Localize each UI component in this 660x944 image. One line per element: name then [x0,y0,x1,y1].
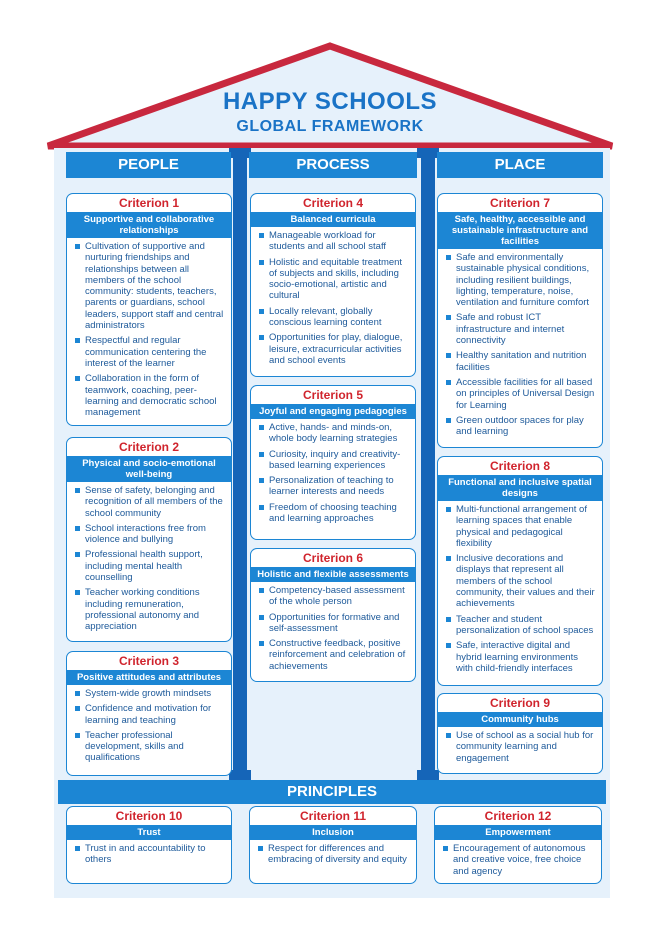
criterion-heading: Joyful and engaging pedagogies [251,404,415,419]
criterion-list [67,238,231,424]
list-item: Sense of safety, belonging and recognition of all members of the school community [75,485,225,519]
list-item: Opportunities for play, dialogue, leisure, extracurricular activities and school events [259,332,409,366]
criterion-title: Criterion 10 [115,809,183,823]
list-item: Respect for differences and embracing of diversity and equity [258,843,410,866]
list-item: Safe and robust ICT infrastructure and internet connectivity [446,312,596,346]
column-header-process: PROCESS [249,152,417,178]
criterion-title: Criterion 2 [118,440,179,454]
criterion-title: Criterion 4 [302,196,363,210]
criterion-heading: Safe, healthy, accessible and sustainable infrastructure and facilities [438,212,602,249]
list-item: Active, hands- and minds-on, whole body learning strategies [259,422,409,445]
list-item: Locally relevant, globally conscious learning content [259,306,409,329]
list-item: Manageable workload for students and all school staff [259,230,409,253]
criterion-heading: Community hubs [438,712,602,727]
list-item: Teacher and student personalization of school spaces [446,614,596,637]
criterion-title: Criterion 8 [489,459,550,473]
list-item: Personalization of teaching to learner interests and needs [259,475,409,498]
criterion-list [251,582,415,678]
criterion-card-12 [434,806,602,884]
list-item: Green outdoor spaces for play and learning [446,415,596,438]
criterion-list [438,501,602,680]
criterion-heading: Supportive and collaborative relationships [67,212,231,238]
criterion-card-9 [437,693,603,774]
criterion-heading: Positive attitudes and attributes [67,670,231,685]
criterion-title: Criterion 9 [489,696,550,710]
list-item: Curiosity, inquiry and creativity-based learning experiences [259,449,409,472]
criterion-heading: Balanced curricula [251,212,415,227]
principles-header: PRINCIPLES [58,780,606,804]
list-item: Inclusive decorations and displays that represent all members of the school community, their values and their achievements [446,553,596,609]
criterion-list [438,249,602,443]
criterion-card-6 [250,548,416,682]
criterion-heading: Physical and socio-emotional well-being [67,456,231,482]
criterion-title: Criterion 7 [489,196,550,210]
criterion-heading: Empowerment [435,825,601,840]
criterion-card-4 [250,193,416,377]
criterion-list [250,840,416,872]
criterion-heading: Holistic and flexible assessments [251,567,415,582]
list-item: Teacher professional development, skills and qualifications [75,730,225,764]
criterion-card-11 [249,806,417,884]
list-item: Accessible facilities for all based on principles of Universal Design for Learning [446,377,596,411]
list-item: Safe and environmentally sustainable physical conditions, including resilient buildings, lighting, temperature, noise, ventilation and furniture comfort [446,252,596,308]
list-item: Opportunities for formative and self-assessment [259,612,409,635]
list-item: Confidence and motivation for learning and teaching [75,703,225,726]
list-item: Use of school as a social hub for community learning and engagement [446,730,596,764]
criterion-card-3 [66,651,232,776]
list-item: Healthy sanitation and nutrition facilities [446,350,596,373]
list-item: Collaboration in the form of teamwork, coaching, peer-learning and democratic school management [75,373,225,418]
list-item: Constructive feedback, positive reinforcement and celebration of achievements [259,638,409,672]
criterion-card-10 [66,806,232,884]
criterion-list [67,685,231,770]
list-item: Competency-based assessment of the whole person [259,585,409,608]
criterion-title: Criterion 12 [484,809,552,823]
criterion-list [435,840,601,883]
criterion-list [251,419,415,530]
criterion-heading: Functional and inclusive spatial designs [438,475,602,501]
criterion-title: Criterion 3 [118,654,179,668]
list-item: School interactions free from violence and bullying [75,523,225,546]
list-item: Holistic and equitable treatment of subjects and skills, including socio-emotional, artistic and cultural [259,257,409,302]
list-item: Teacher working conditions including remuneration, professional autonomy and appreciation [75,587,225,632]
framework-title: HAPPY SCHOOLS [222,88,438,115]
criterion-card-1 [66,193,232,426]
list-item: Cultivation of supportive and nurturing friendships and relationships between all members of the school community: students, teachers, parents or guardians, school leaders, support staff and central administrators [75,241,225,331]
column-header-people: PEOPLE [66,152,231,178]
criterion-card-7 [437,193,603,448]
pillar-left [233,148,247,780]
criterion-heading: Inclusion [250,825,416,840]
list-item: Trust in and accountability to others [75,843,225,866]
list-item: Multi-functional arrangement of learning spaces that enable physical and pedagogical flexibility [446,504,596,549]
list-item: Professional health support, including mental health counselling [75,549,225,583]
criterion-list [438,727,602,770]
list-item: Respectful and regular communication centering the interest of the learner [75,335,225,369]
list-item: System-wide growth mindsets [75,688,225,699]
criterion-heading: Trust [67,825,231,840]
criterion-list [251,227,415,372]
criterion-card-2 [66,437,232,642]
list-item: Freedom of choosing teaching and learning approaches [259,502,409,525]
framework-subtitle: GLOBAL FRAMEWORK [236,118,424,135]
criterion-list [67,840,231,872]
criterion-card-8 [437,456,603,686]
criterion-list [67,482,231,639]
criterion-title: Criterion 5 [302,388,363,402]
criterion-card-5 [250,385,416,540]
criterion-title: Criterion 1 [118,196,179,210]
list-item: Encouragement of autonomous and creative voice, free choice and agency [443,843,595,877]
criterion-title: Criterion 6 [302,551,363,565]
pillar-right [421,148,435,780]
column-header-place: PLACE [437,152,603,178]
criterion-title: Criterion 11 [299,809,367,823]
list-item: Safe, interactive digital and hybrid learning environments with child-friendly interfaces [446,640,596,674]
